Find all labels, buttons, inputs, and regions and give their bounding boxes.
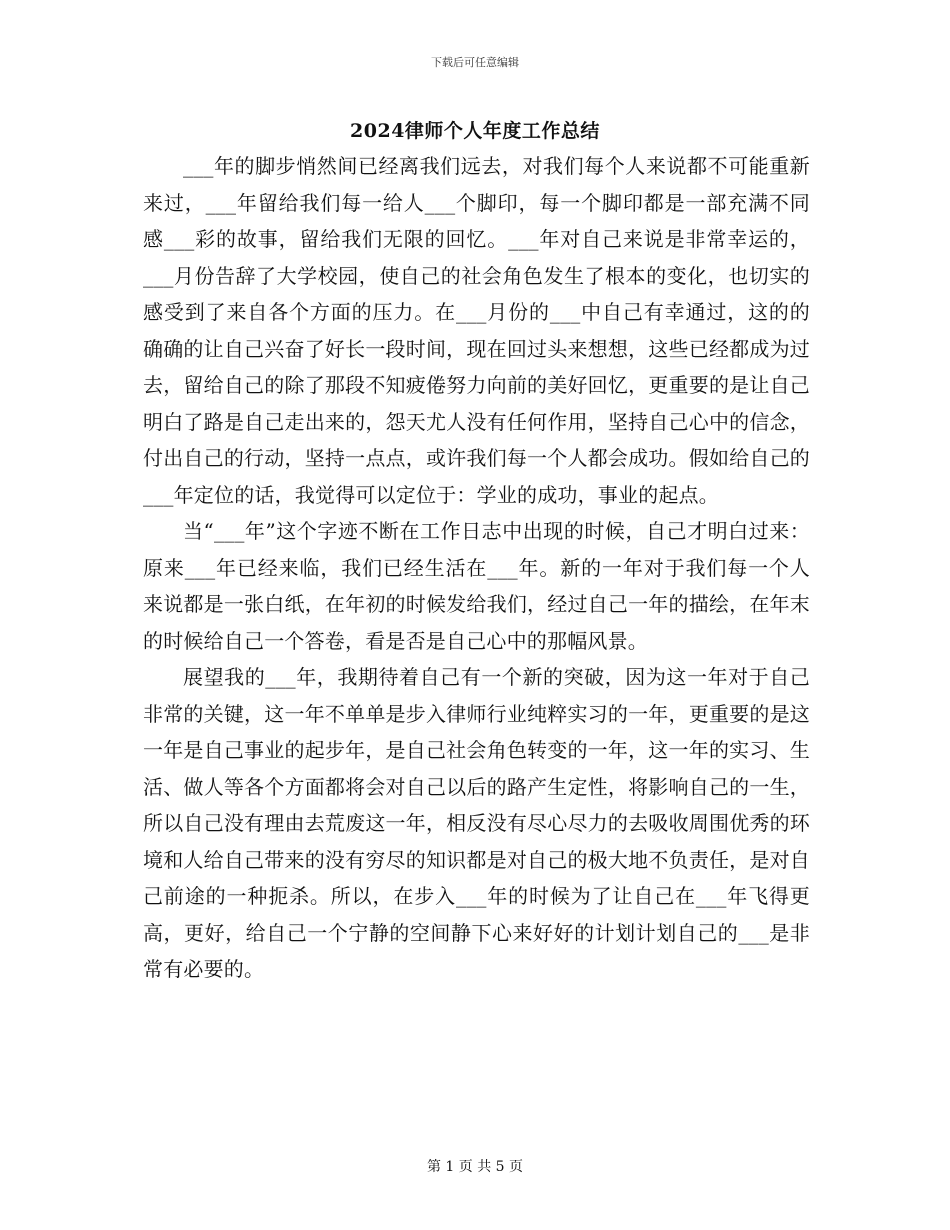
header-note: 下载后可任意编辑: [431, 56, 519, 69]
document-body: [143, 148, 810, 988]
paragraph: 展望我的___年，我期待着自己有一个新的突破，因为这一年对于自己非常的关键，这一年不单单是步入律师行业纯粹实习的一年，更重要的是这一年是自己事业的起步年，是自己社会角色转变的一年，这一年的实习、生活、做人等各个方面都将会对自己以后的路产生定性，将影响自己的一生，所以自己没有理由去荒废这一年，相反没有尽心尽力的去吸收周围优秀的环境和人给自己带来的没有穷尽的知识都是对自己的极大地不负责任，是对自己前途的一种扼杀。所以，在步入___年的时候为了让自己在___年飞得更高，更好，给自己一个宁静的空间静下心来好好的计划计划自己的___是非常有必要的。: [143, 665, 810, 981]
paragraph: ___年的脚步悄然间已经离我们远去，对我们每个人来说都不可能重新来过，___年留给我们每一给人___个脚印，每一个脚印都是一部充满不同感___彩的故事，留给我们无限的回忆。___年对自己来说是非常幸运的，___月份告辞了大学校园，使自己的社会角色发生了根本的变化，也切实的感受到了来自各个方面的压力。在___月份的___中自己有幸通过，这的的确确的让自己兴奋了好长一段时间，现在回过头来想想，这些已经都成为过去，留给自己的除了那段不知疲倦努力向前的美好回忆，更重要的是让自己明白了路是自己走出来的，怨天尤人没有任何作用，坚持自己心中的信念，付出自己的行动，坚持一点点，或许我们每一个人都会成功。假如给自己的___年定位的话，我觉得可以定位于：学业的成功，事业的起点。: [143, 154, 810, 507]
paragraph: 当“___年”这个字迹不断在工作日志中出现的时候，自己才明白过来：原来___年已经来临，我们已经生活在___年。新的一年对于我们每一个人来说都是一张白纸，在年初的时候发给我们，经过自己一年的描绘，在年末的时候给自己一个答卷，看是否是自己心中的那幅风景。: [143, 519, 810, 653]
page-number: 第 1 页 共 5 页: [426, 1159, 524, 1175]
document-title: 2024律师个人年度工作总结: [350, 120, 600, 142]
